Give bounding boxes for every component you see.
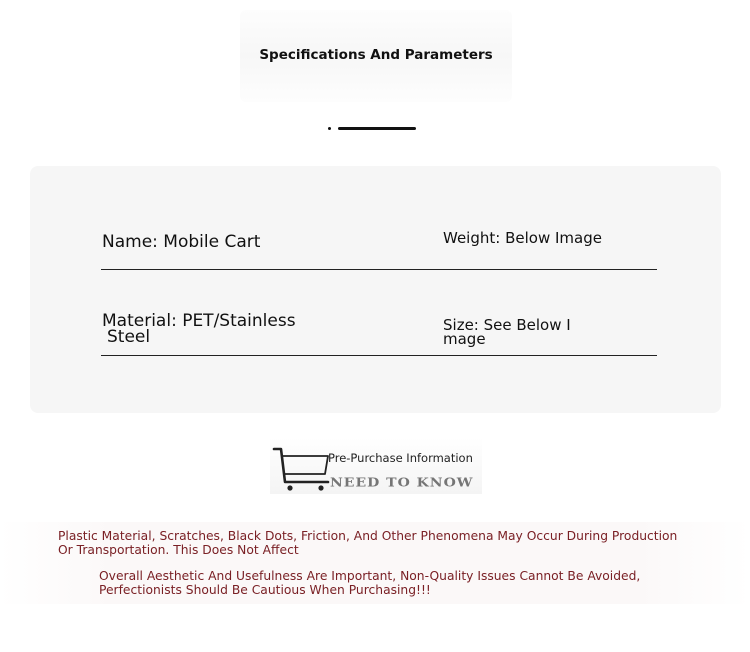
section-title-banner bbox=[240, 10, 512, 102]
spec-size-line2: mage bbox=[443, 330, 486, 348]
page-title: Specifications And Parameters bbox=[259, 47, 493, 63]
notice-paragraph-2: Overall Aesthetic And Usefulness Are Important, Non-Quality Issues Cannot Be Avoided, Perfectionists Should Be Cautious When Purchasing!!! bbox=[99, 569, 641, 597]
spec-size bbox=[443, 318, 593, 346]
specifications-card bbox=[30, 166, 721, 413]
spec-row-divider bbox=[101, 269, 657, 270]
pre-purchase-banner bbox=[270, 438, 482, 494]
pre-purchase-label: Pre-Purchase Information bbox=[328, 451, 473, 465]
title-divider bbox=[328, 127, 418, 131]
need-to-know-text: NEED TO KNOW bbox=[330, 476, 474, 490]
spec-material bbox=[102, 313, 322, 345]
divider-bar bbox=[338, 127, 416, 130]
divider-dot bbox=[328, 127, 331, 130]
spec-size-line1: Size: See Below I bbox=[443, 316, 571, 334]
spec-row-divider bbox=[101, 355, 657, 356]
spec-weight: Weight: Below Image bbox=[443, 229, 602, 247]
purchase-notice bbox=[0, 522, 750, 604]
notice-paragraph-1: Plastic Material, Scratches, Black Dots, Friction, And Other Phenomena May Occur During Production Or Transportation. This Does Not Affect bbox=[58, 529, 678, 557]
spec-material-line2: Steel bbox=[107, 327, 151, 347]
shopping-cart-icon bbox=[272, 444, 330, 492]
spec-name: Name: Mobile Cart bbox=[102, 232, 261, 252]
spec-material-line1: Material: PET/Stainless bbox=[102, 311, 296, 331]
